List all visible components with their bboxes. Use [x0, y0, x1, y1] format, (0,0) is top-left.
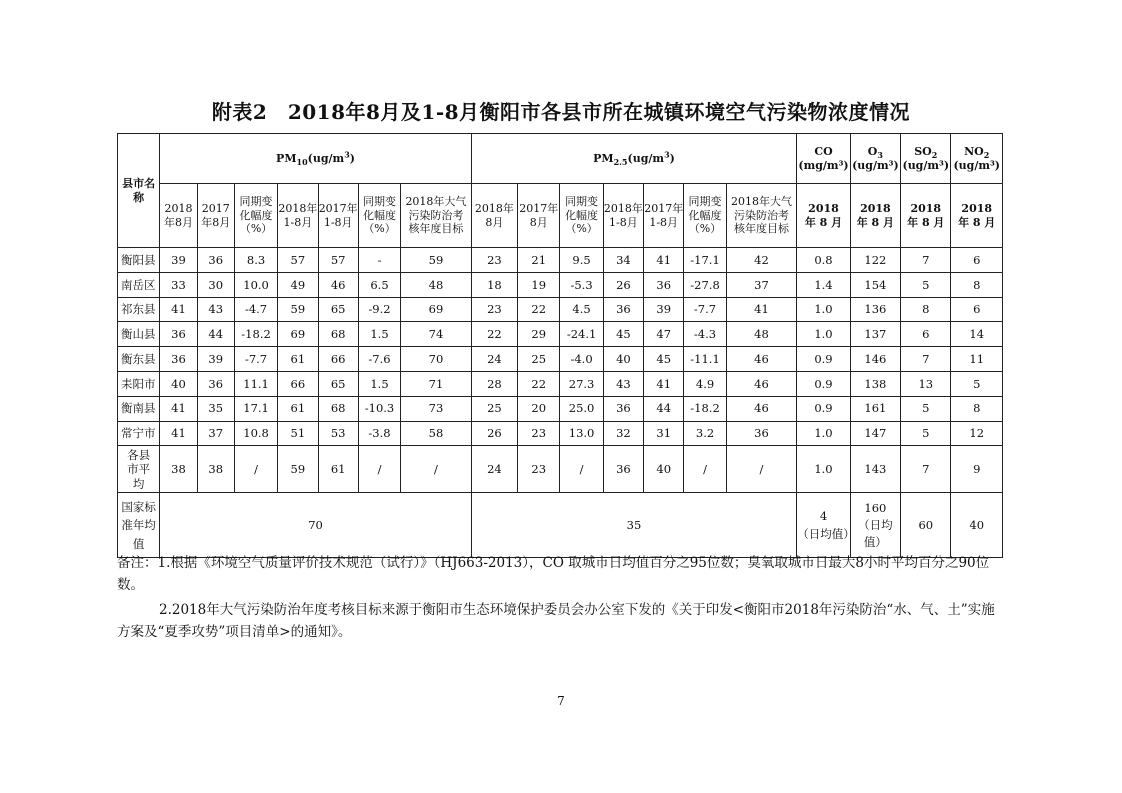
page-title: 附表2 2018年8月及1-8月衡阳市各县市所在城镇环境空气污染物浓度情况: [211, 100, 911, 124]
county-header: 县市名称: [118, 134, 160, 248]
table-cell: 42: [726, 248, 797, 273]
table-cell: 40: [160, 371, 197, 396]
table-cell: 41: [726, 297, 797, 322]
table-cell: 45: [644, 347, 684, 372]
table-cell: 21: [518, 248, 560, 273]
pm10-2017-aug-header: 2017年8月: [197, 184, 234, 248]
pm25-target-header: 2018年大气污染防治考核年度目标: [726, 184, 797, 248]
table-cell: 154: [850, 272, 900, 297]
table-cell: 23: [518, 421, 560, 446]
table-cell: 39: [160, 248, 197, 273]
table-cell: 57: [278, 248, 318, 273]
table-cell: 122: [850, 248, 900, 273]
table-cell: 61: [278, 396, 318, 421]
table-cell: 61: [278, 347, 318, 372]
table-cell: 38: [197, 446, 234, 493]
table-cell: 40: [644, 446, 684, 493]
national-so2: 60: [901, 493, 951, 558]
table-cell: 36: [603, 396, 643, 421]
table-cell: 7: [901, 446, 951, 493]
table-cell: 5: [901, 396, 951, 421]
national-no2: 40: [951, 493, 1003, 558]
table-cell: 8.3: [234, 248, 277, 273]
table-cell: 46: [318, 272, 358, 297]
table-cell: 11: [951, 347, 1003, 372]
county-name: 衡阳县: [118, 248, 160, 273]
table-cell: -5.3: [560, 272, 603, 297]
table-cell: 143: [850, 446, 900, 493]
table-cell: 37: [726, 272, 797, 297]
table-cell: 66: [278, 371, 318, 396]
pm25-aug-change-header: 同期变化幅度（%）: [560, 184, 603, 248]
table-cell: 1.0: [797, 297, 850, 322]
table-cell: 1.0: [797, 421, 850, 446]
table-cell: -4.0: [560, 347, 603, 372]
table-cell: 161: [850, 396, 900, 421]
table-cell: 36: [160, 347, 197, 372]
table-cell: 36: [197, 371, 234, 396]
table-cell: 7: [901, 248, 951, 273]
table-cell: 49: [278, 272, 318, 297]
no2-header: $NO_2$ (ug/m³): [951, 134, 1003, 184]
table-cell: 73: [401, 396, 472, 421]
table-cell: 40: [603, 347, 643, 372]
table-cell: 69: [401, 297, 472, 322]
table-cell: 44: [644, 396, 684, 421]
table-cell: 36: [160, 322, 197, 347]
table-cell: 1.0: [797, 322, 850, 347]
header-row-1: [118, 134, 1003, 184]
pm25-2017-aug-header: 2017年8月: [518, 184, 560, 248]
table-cell: 70: [401, 347, 472, 372]
table-cell: 18: [471, 272, 517, 297]
table-cell: -11.1: [684, 347, 726, 372]
county-name: 南岳区: [118, 272, 160, 297]
table-cell: 51: [278, 421, 318, 446]
table-cell: -7.7: [234, 347, 277, 372]
table-cell: 26: [471, 421, 517, 446]
table-row: [118, 371, 1003, 396]
table-cell: 39: [644, 297, 684, 322]
table-cell: 23: [471, 297, 517, 322]
table-cell: 34: [603, 248, 643, 273]
table-cell: 44: [197, 322, 234, 347]
table-cell: 37: [197, 421, 234, 446]
table-cell: -3.8: [358, 421, 400, 446]
table-cell: 36: [197, 248, 234, 273]
table-cell: 26: [603, 272, 643, 297]
table-cell: /: [726, 446, 797, 493]
table-cell: 12: [951, 421, 1003, 446]
table-cell: 24: [471, 446, 517, 493]
pm10-cum-change-header: 同期变化幅度（%）: [358, 184, 400, 248]
table-cell: -7.6: [358, 347, 400, 372]
county-name: 衡山县: [118, 322, 160, 347]
table-cell: 22: [518, 297, 560, 322]
table-cell: 57: [318, 248, 358, 273]
pm25-2018-aug-header: 2018年8月: [471, 184, 517, 248]
table-cell: 69: [278, 322, 318, 347]
table-cell: 68: [318, 322, 358, 347]
table-cell: 53: [318, 421, 358, 446]
table-cell: 29: [518, 322, 560, 347]
table-cell: 3.2: [684, 421, 726, 446]
o3-month-header: 2018 年 8 月: [850, 184, 900, 248]
table-cell: 7: [901, 347, 951, 372]
table-cell: 9: [951, 446, 1003, 493]
o3-header: $O_3$ (ug/m³): [850, 134, 900, 184]
table-cell: 23: [518, 446, 560, 493]
table-cell: 65: [318, 297, 358, 322]
table-cell: 146: [850, 347, 900, 372]
table-cell: 22: [518, 371, 560, 396]
table-cell: 5: [901, 272, 951, 297]
table-cell: 30: [197, 272, 234, 297]
table-cell: 0.8: [797, 248, 850, 273]
table-cell: 13.0: [560, 421, 603, 446]
note-2: 2.2018年大气污染防治年度考核目标来源于衡阳市生态环境保护委员会办公室下发的《关于印发<衡阳市2018年污染防治“水、气、土”实施方案及“夏季攻势”项目清单>的通知》。: [117, 602, 995, 640]
table-cell: 31: [644, 421, 684, 446]
pm10-2018-cum-header: 2018年1-8月: [278, 184, 318, 248]
pm25-2017-cum-header: 2017年1-8月: [644, 184, 684, 248]
table-cell: /: [234, 446, 277, 493]
table-cell: 41: [644, 248, 684, 273]
table-row: [118, 297, 1003, 322]
table-cell: 0.9: [797, 396, 850, 421]
table-cell: 23: [471, 248, 517, 273]
table-cell: -18.2: [234, 322, 277, 347]
pm10-header: $PM_{10}(ug/m^3)$: [160, 134, 471, 184]
page-number: 7: [557, 694, 565, 708]
note-1: 备注：1.根据《环境空气质量评价技术规范（试行）》（HJ663-2013），CO 取城市日均值百分之95位数；臭氧取城市日最大8小时平均百分之90位数。: [117, 555, 990, 593]
table-cell: 4.9: [684, 371, 726, 396]
co-month-header: 2018 年 8 月: [797, 184, 850, 248]
table-cell: 8: [951, 272, 1003, 297]
table-cell: -4.3: [684, 322, 726, 347]
table-body: [118, 248, 1003, 446]
table-cell: 1.0: [797, 446, 850, 493]
national-standard-row: [118, 493, 1003, 558]
national-label: 国家标准年均值: [118, 493, 160, 558]
average-label: 各县市平均: [118, 446, 160, 493]
table-cell: /: [358, 446, 400, 493]
table-cell: 10.0: [234, 272, 277, 297]
table-cell: 0.9: [797, 347, 850, 372]
table-cell: 11.1: [234, 371, 277, 396]
table-cell: 137: [850, 322, 900, 347]
table-cell: 138: [850, 371, 900, 396]
table-row: [118, 272, 1003, 297]
table-cell: -17.1: [684, 248, 726, 273]
table-cell: 27.3: [560, 371, 603, 396]
co-header: CO (mg/m³): [797, 134, 850, 184]
table-cell: 17.1: [234, 396, 277, 421]
table-cell: 25: [518, 347, 560, 372]
table-cell: 14: [951, 322, 1003, 347]
table-cell: 46: [726, 347, 797, 372]
national-o3: 160 （日均值）: [850, 493, 900, 558]
table-cell: 36: [603, 446, 643, 493]
table-cell: 1.5: [358, 371, 400, 396]
table-cell: 4.5: [560, 297, 603, 322]
pm25-cum-change-header: 同期变化幅度（%）: [684, 184, 726, 248]
table-cell: 28: [471, 371, 517, 396]
table-cell: 36: [603, 297, 643, 322]
table-cell: 65: [318, 371, 358, 396]
pm25-header: $PM_{2.5}(ug/m^3)$: [471, 134, 797, 184]
pm10-2018-aug-header: 2018年8月: [160, 184, 197, 248]
table-cell: 43: [603, 371, 643, 396]
table-cell: 1.5: [358, 322, 400, 347]
county-name: 耒阳市: [118, 371, 160, 396]
pm25-2018-cum-header: 2018年1-8月: [603, 184, 643, 248]
table-cell: /: [401, 446, 472, 493]
table-row: [118, 421, 1003, 446]
table-cell: 47: [644, 322, 684, 347]
no2-month-header: 2018 年 8 月: [951, 184, 1003, 248]
table-cell: 61: [318, 446, 358, 493]
table-cell: 41: [160, 421, 197, 446]
table-cell: /: [684, 446, 726, 493]
table-cell: 22: [471, 322, 517, 347]
table-cell: 48: [401, 272, 472, 297]
table-cell: 10.8: [234, 421, 277, 446]
table-cell: 8: [901, 297, 951, 322]
table-cell: 36: [726, 421, 797, 446]
county-name: 衡东县: [118, 347, 160, 372]
table-cell: 45: [603, 322, 643, 347]
national-pm10: 70: [160, 493, 471, 558]
table-cell: 36: [644, 272, 684, 297]
table-cell: -27.8: [684, 272, 726, 297]
table-cell: 41: [644, 371, 684, 396]
table-row: [118, 347, 1003, 372]
table-cell: 59: [278, 297, 318, 322]
so2-month-header: 2018 年 8 月: [901, 184, 951, 248]
table-cell: 46: [726, 396, 797, 421]
table-cell: 9.5: [560, 248, 603, 273]
table-cell: 136: [850, 297, 900, 322]
table-cell: 13: [901, 371, 951, 396]
table-cell: 33: [160, 272, 197, 297]
so2-header: $SO_2$ (ug/m³): [901, 134, 951, 184]
table-cell: -4.7: [234, 297, 277, 322]
table-cell: 0.9: [797, 371, 850, 396]
pm10-2017-cum-header: 2017年1-8月: [318, 184, 358, 248]
table-cell: -24.1: [560, 322, 603, 347]
table-cell: -7.7: [684, 297, 726, 322]
table-cell: 39: [197, 347, 234, 372]
header-row-2: [118, 184, 1003, 248]
table-cell: 6.5: [358, 272, 400, 297]
table-cell: -: [358, 248, 400, 273]
county-name: 祁东县: [118, 297, 160, 322]
table-cell: -10.3: [358, 396, 400, 421]
table-cell: 6: [901, 322, 951, 347]
table-cell: 38: [160, 446, 197, 493]
table-row: [118, 322, 1003, 347]
table-cell: -9.2: [358, 297, 400, 322]
table-cell: 8: [951, 396, 1003, 421]
county-name: 常宁市: [118, 421, 160, 446]
table-cell: 41: [160, 297, 197, 322]
table-cell: 147: [850, 421, 900, 446]
table-cell: 25: [471, 396, 517, 421]
table-cell: /: [560, 446, 603, 493]
table-cell: 35: [197, 396, 234, 421]
table-cell: 32: [603, 421, 643, 446]
national-pm25: 35: [471, 493, 797, 558]
county-name: 衡南县: [118, 396, 160, 421]
table-cell: 1.4: [797, 272, 850, 297]
table-row: [118, 396, 1003, 421]
pm10-aug-change-header: 同期变化幅度（%）: [234, 184, 277, 248]
table-cell: 59: [401, 248, 472, 273]
table-cell: 43: [197, 297, 234, 322]
table-cell: 68: [318, 396, 358, 421]
table-cell: 46: [726, 371, 797, 396]
table-cell: 5: [901, 421, 951, 446]
table-cell: 66: [318, 347, 358, 372]
table-cell: 6: [951, 248, 1003, 273]
table-cell: 5: [951, 371, 1003, 396]
table-cell: 19: [518, 272, 560, 297]
pollution-table: [117, 133, 1003, 558]
table-row: [118, 248, 1003, 273]
notes: [117, 552, 1005, 643]
average-row: [118, 446, 1003, 493]
pm10-target-header: 2018年大气污染防治考核年度目标: [401, 184, 472, 248]
national-co: 4 （日均值）: [797, 493, 850, 558]
table-cell: 6: [951, 297, 1003, 322]
table-cell: 20: [518, 396, 560, 421]
table-cell: 25.0: [560, 396, 603, 421]
table-cell: 58: [401, 421, 472, 446]
table-cell: 59: [278, 446, 318, 493]
table-cell: 41: [160, 396, 197, 421]
table-cell: 71: [401, 371, 472, 396]
table-cell: -18.2: [684, 396, 726, 421]
table-cell: 24: [471, 347, 517, 372]
table-cell: 48: [726, 322, 797, 347]
table-cell: 74: [401, 322, 472, 347]
